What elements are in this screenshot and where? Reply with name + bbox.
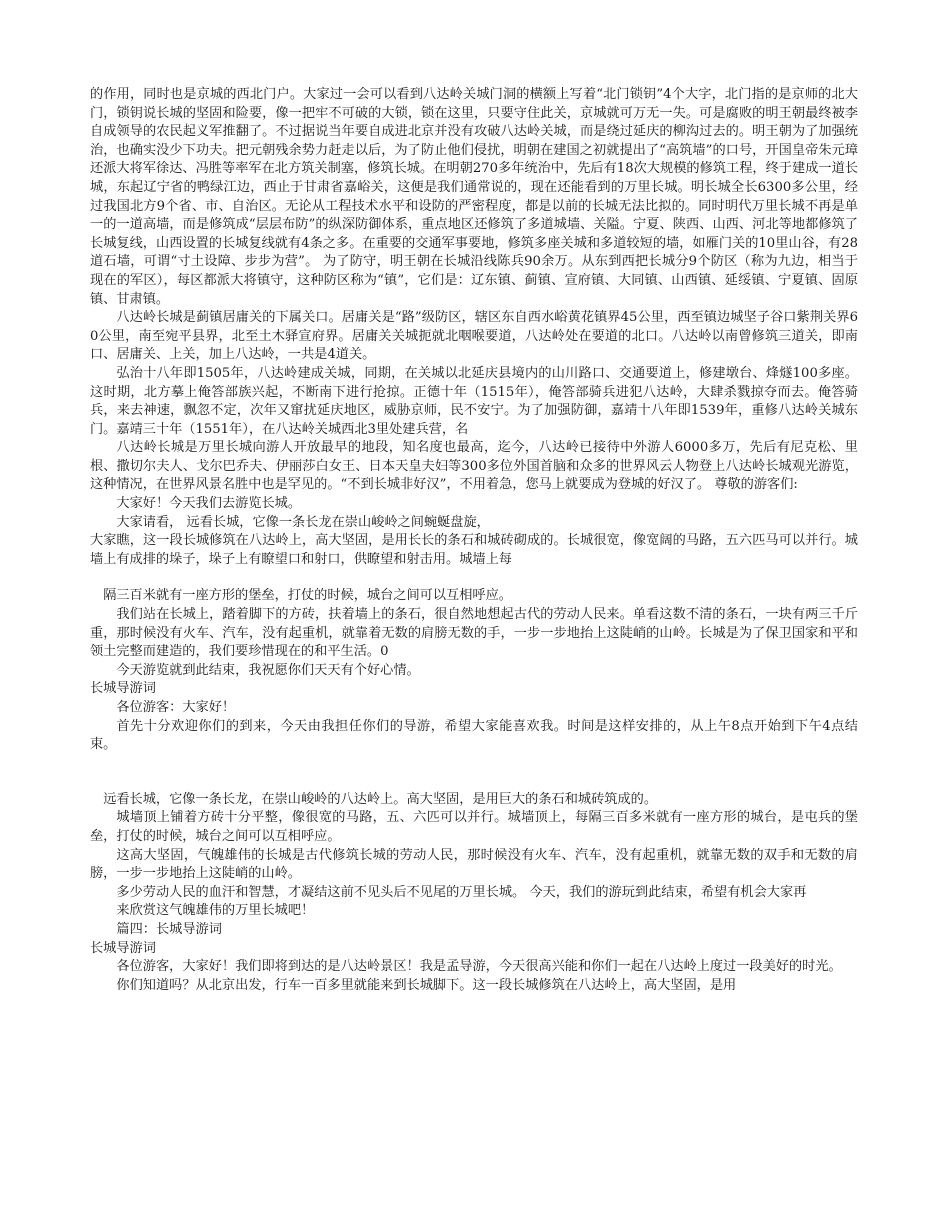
- paragraph: 隔三百米就有一座方形的堡垒，打仗的时候，城台之间可以互相呼应。: [103, 588, 512, 604]
- paragraph: 篇四：长城导游词: [116, 921, 222, 937]
- paragraph: 大家瞧，这一段长城修筑在八达岭上，高大坚固，是用长长的条石和城砖砌成的。长城很宽，像宽阔的马路，五六匹马可以并行。城墙上有成排的垛子，垛子上有瞭望口和射口，供瞭望和射击用。城墙上每: [90, 533, 858, 567]
- paragraph: 这高大坚固，气魄雄伟的长城是古代修筑长城的劳动人民，那时候没有火车、汽车，没有起重机，就靠无数的双手和无数的肩膀，一步一步地抬上这陡峭的山岭。: [90, 847, 858, 882]
- paragraph: 各位游客：大家好！: [116, 700, 236, 715]
- paragraph: 大家请看， 远看长城，它像一条长龙在崇山峻岭之间蜿蜒盘旋，: [116, 514, 490, 530]
- paragraph: 远看长城，它像一条长龙，在崇山峻岭的八达岭上。高大坚固，是用巨大的条石和城砖筑成的。: [103, 791, 658, 807]
- paragraph: 你们知道吗？从北京出发，行车一百多里就能来到长城脚下。这一段长城修筑在八达岭上，高大坚固，是用: [116, 977, 737, 993]
- paragraph: 来欣赏这气魄雄伟的万里长城吧！: [116, 903, 315, 919]
- paragraph: 城墙顶上铺着方砖十分平整，像很宽的马路，五、六匹可以并行。城墙顶上，每隔三百多米就有一座方形的城台，是屯兵的堡垒，打仗的时候，城台之间可以互相呼应。: [90, 810, 858, 844]
- paragraph: 八达岭长城是蓟镇居庸关的下属关口。居庸关是“路”级防区，辖区东自西水峪黄花镇界45公里，西至镇边城坚子谷口紫荆关界60公里，南至宛平县界，北至土木驿宣府界。居庸关关城扼就北咽喉要道，八达岭处在要道的北口。八达岭以南曾修筑三道关，即南口、居庸关、上关，加上八达岭，一共是4道关。: [90, 310, 858, 363]
- paragraph: 各位游客，大家好！我们即将到达的是八达岭景区！我是孟导游，今天很高兴能和你们一起在八达岭上度过一段美好的时光。: [116, 959, 842, 975]
- paragraph: 首先十分欢迎你们的到来，今天由我担任你们的导游，希望大家能喜欢我。时间是这样安排的，从上午8点开始到下午4点结束。: [90, 718, 858, 753]
- paragraph: 多少劳动人民的血汗和智慧，才凝结这前不见头后不见尾的万里长城。 今天，我们的游玩到此结束，希望有机会大家再: [116, 884, 807, 900]
- paragraph-spacer: [90, 569, 858, 587]
- paragraph: 长城导游词: [90, 681, 156, 697]
- paragraph: 我们站在长城上，踏着脚下的方砖，扶着墙上的条石，很自然地想起古代的劳动人民来。单看这数不清的条石，一块有两三千斤重，那时候没有火车、汽车，没有起重机，就靠着无数的肩膀无数的手，一步一步地抬上这陡峭的山岭。长城是为了保卫国家和平和领土完整而建造的，我们要珍惜现在的和平生活。0: [90, 607, 858, 660]
- document-body: [90, 86, 858, 995]
- paragraph-spacer: [90, 755, 858, 791]
- paragraph: 大家好！今天我们去游览长城。: [116, 496, 302, 512]
- paragraph: 长城导游词: [90, 940, 156, 956]
- paragraph: 八达岭长城是万里长城向游人开放最早的地段，知名度也最高，迄今，八达岭已接待中外游人6000多万，先后有尼克松、里根、撒切尔夫人、戈尔巴乔夫、伊丽莎白女王、日本天皇夫妇等300多位外国首脑和众多的世界风云人物登上八达岭长城观光游览，这种情况，在世界风景名胜中也是罕见的。“不到长城非好汉”，不用着急，您马上就要成为登城的好汉了。 尊敬的游客们:: [90, 440, 858, 493]
- paragraph: 今天游览就到此结束，我祝愿你们天天有个好心情。: [116, 662, 420, 678]
- paragraph: 的作用，同时也是京城的西北门户。大家过一会可以看到八达岭关城门洞的横额上写着“北门锁钥”4个大字，北门指的是京师的北大门，锁钥说长城的坚固和险要，像一把牢不可破的大锁，锁在这里，只要守住此关，京城就可万无一失。可是腐败的明王朝最终被李自成领导的农民起义军推翻了。不过据说当年要自成进北京并没有攻破八达岭关城，而是绕过延庆的柳沟过去的。明王朝为了加强统治，也确实没少下功夫。把元朝残余势力赶走以后，为了防止他们侵扰，明朝在建国之初就提出了“高筑墙”的口号，开国皇帝朱元璋还派大将军徐达、冯胜等率军在北方筑关制塞，修筑长城。在明朝270多年统治中，先后有18次大规模的修筑工程，终于建成一道长城，东起辽宁省的鸭绿江边，西止于甘肃省嘉峪关，这便是我们通常说的，现在还能看到的万里长城。明长城全长6300多公里，经过我国北方9个省、市、自治区。无论从工程技术水平和设防的严密程度，都是以前的长城无法比拟的。同时明代万里长城不再是单一的一道高墙，而是修筑成“层层布防”的纵深防御体系，重点地区还修筑了多道城墙、关隘。宁夏、陕西、山西、河北等地都修筑了长城复线，山西设置的长城复线就有4条之多。在重要的交通军事要地，修筑多座关城和多道较短的墙，如雁门关的10里山谷，有28道石墙，可谓“寸土设障、步步为营”。 为了防守，明王朝在长城沿线陈兵90余万。从东到西把长城分9个防区（称为九边，相当于现在的军区），每区都派大将镇守，这种防区称为“镇”，它们是：辽东镇、蓟镇、宣府镇、大同镇、山西镇、延绥镇、宁夏镇、固原镇、甘肃镇。: [90, 87, 858, 307]
- paragraph: 弘治十八年即1505年，八达岭建成关城，同期，在关城以北延庆县境内的山川路口、交通要道上，修建墩台、烽燧100多座。这时期，北方摹上俺答部族兴起，不断南下进行抢掠。正德十年（1515年），俺答部骑兵进犯八达岭，大肆杀戮掠夺而去。俺答骑兵，来去神速，飘忽不定，次年又窜扰延庆地区，威胁京师，民不安宁。为了加强防御，嘉靖十八年即1539年，重修八达岭关城东门。嘉靖三十年（1551年），在八达岭关城西北3里处建兵营，名: [90, 365, 858, 437]
